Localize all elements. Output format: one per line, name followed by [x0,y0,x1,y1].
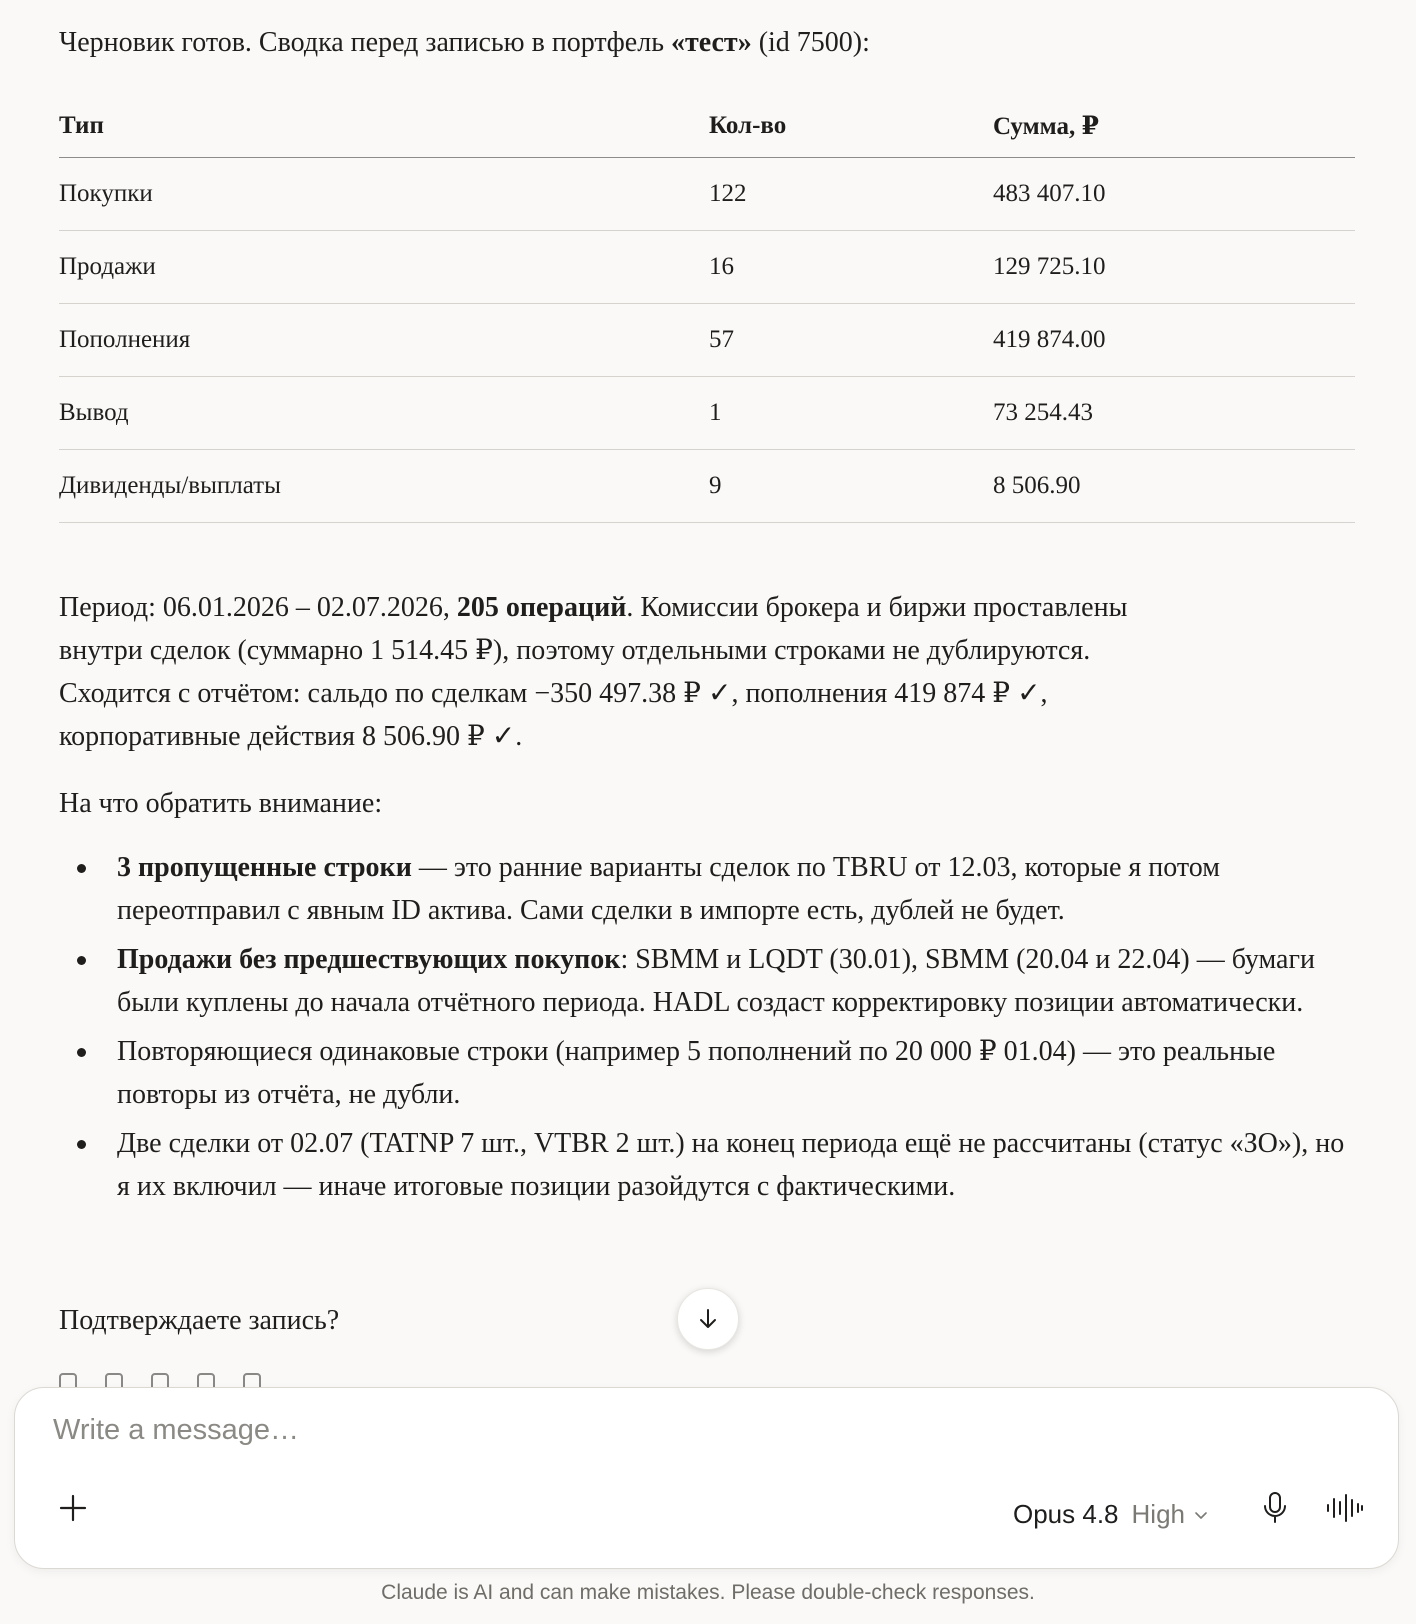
cell-amount: 419 874.00 [993,304,1355,377]
cell-amount: 8 506.90 [993,450,1355,523]
message-input[interactable] [53,1414,1353,1447]
thumbs-down-icon[interactable] [197,1373,215,1387]
list-item [117,1030,1357,1116]
header-amount: Сумма, ₽ [993,95,1355,158]
plus-icon[interactable] [57,1492,89,1524]
model-selector[interactable] [1013,1499,1209,1530]
cell-count: 9 [709,450,993,523]
list-item [117,1122,1357,1208]
cell-type: Продажи [59,231,709,304]
bullet [77,864,86,873]
note-bold: 3 пропущенные строки [117,852,412,883]
attention-heading: На что обратить внимание: [59,788,383,819]
list-item [117,846,1357,932]
table-header-row [59,95,1355,158]
message-actions [59,1373,261,1387]
effort-level: High [1131,1499,1185,1529]
chevron-down-icon [1193,1507,1209,1523]
arrow-down-icon [694,1305,722,1333]
bullet [77,1140,86,1149]
header-count: Кол-во [709,95,993,158]
voice-mode-icon[interactable] [1326,1493,1364,1523]
note-bold: Продажи без предшествующих покупок [117,944,621,975]
cell-count: 1 [709,377,993,450]
intro-text [59,22,870,64]
operations-count: 205 операций [456,592,627,623]
cell-count: 57 [709,304,993,377]
header-type: Тип [59,95,709,158]
intro-after: (id 7500): [751,27,870,58]
cell-amount: 483 407.10 [993,158,1355,231]
confirm-question: Подтверждаете запись? [59,1305,340,1336]
summary-table [59,95,1355,523]
retry-icon[interactable] [243,1373,261,1387]
table-row [59,304,1355,377]
cell-type: Вывод [59,377,709,450]
period-line-2: внутри сделок (суммарно 1 514.45 ₽), поэтому отдельными строками не дублируются. [59,635,1091,666]
table-row [59,231,1355,304]
portfolio-name: «тест» [670,27,752,58]
scroll-down-button[interactable] [677,1288,739,1350]
cell-count: 16 [709,231,993,304]
cell-count: 122 [709,158,993,231]
bullet [77,1048,86,1057]
period-line-1-rest: . Комиссии брокера и биржи проставлены [626,592,1128,623]
model-name: Opus 4.8 [1013,1499,1119,1529]
composer [14,1387,1399,1569]
thumbs-up-icon[interactable] [151,1373,169,1387]
period-line-1 [59,586,1359,629]
table-row [59,450,1355,523]
note-text: — это ранние варианты сделок по TBRU от 12.03, которые я потом переотправил с явным ID актива. Сами сделки в импорте есть, дублей не будет. [117,852,1220,926]
speaker-icon[interactable] [105,1373,123,1387]
notes-list [59,846,1357,1214]
note-text: : SBMM и LQDT (30.01), SBMM (20.04 и 22.04) — бумаги были куплены до начала отчётного периода. HADL создаст корректировку позиции автоматически. [117,944,1315,1018]
note-text: Повторяющиеся одинаковые строки (например 5 пополнений по 20 000 ₽ 01.04) — это реальные повторы из отчёта, не дубли. [117,1036,1276,1110]
list-item [117,938,1357,1024]
period-line-3: Сходится с отчётом: сальдо по сделкам −350 497.38 ₽ ✓, пополнения 419 874 ₽ ✓, [59,678,1048,709]
cell-type: Пополнения [59,304,709,377]
table-row [59,377,1355,450]
period-paragraph [59,586,1359,758]
cell-amount: 73 254.43 [993,377,1355,450]
copy-icon[interactable] [59,1373,77,1387]
cell-type: Покупки [59,158,709,231]
period-label: Период: 06.01.2026 – 02.07.2026, [59,592,457,623]
note-text: Две сделки от 02.07 (TATNP 7 шт., VTBR 2 шт.) на конец периода ещё не рассчитаны (статус «ЗО»), но я их включил — иначе итоговые позиции разойдутся с фактическими. [117,1128,1345,1202]
table-row [59,158,1355,231]
intro-before: Черновик готов. Сводка перед записью в портфель [59,27,671,58]
period-line-4: корпоративные действия 8 506.90 ₽ ✓. [59,721,523,752]
cell-type: Дивиденды/выплаты [59,450,709,523]
bullet [77,956,86,965]
disclaimer: Claude is AI and can make mistakes. Please double-check responses. [381,1581,1035,1604]
microphone-icon[interactable] [1262,1491,1288,1525]
cell-amount: 129 725.10 [993,231,1355,304]
